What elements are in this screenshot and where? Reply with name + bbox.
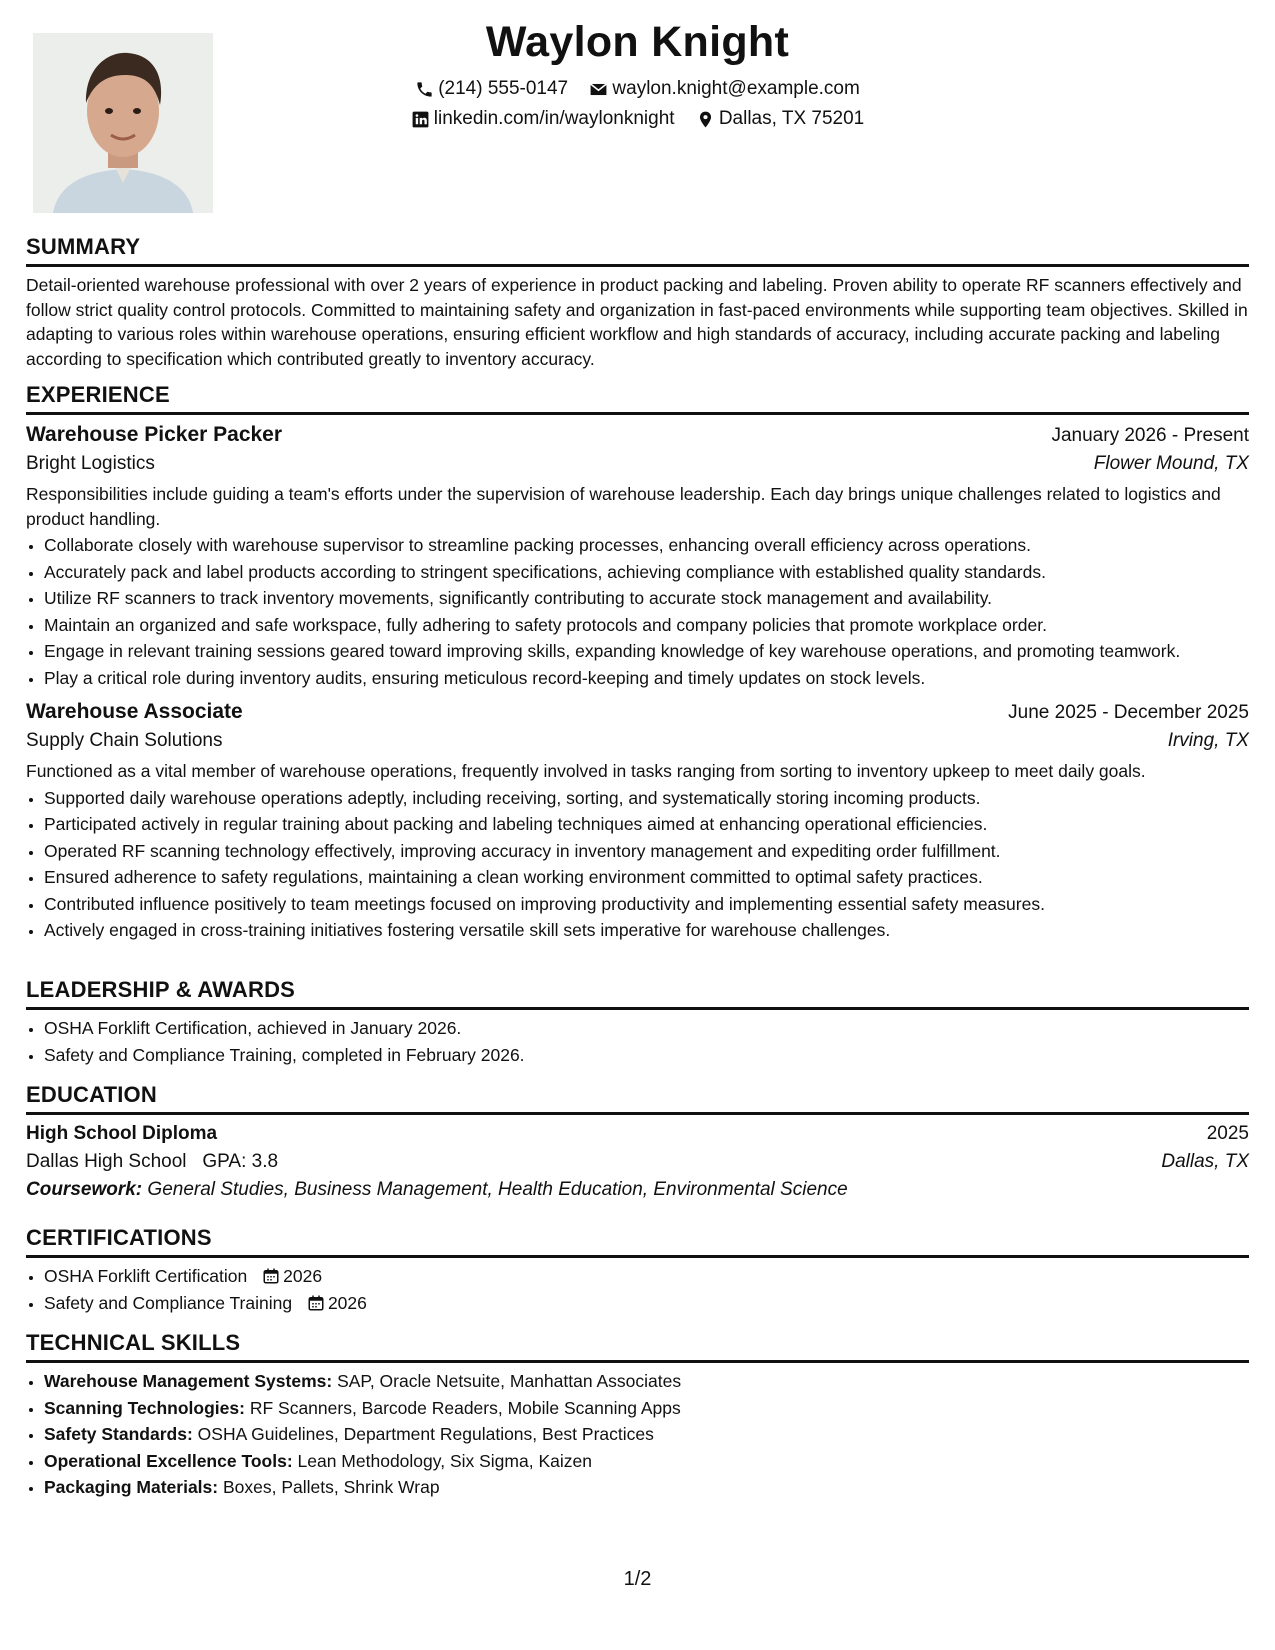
section-title: CERTIFICATIONS bbox=[26, 1225, 1249, 1258]
phone-icon bbox=[415, 80, 434, 99]
skill-label: Warehouse Management Systems: bbox=[44, 1371, 333, 1391]
list-item bbox=[44, 1422, 1249, 1447]
job-description: Responsibilities include guiding a team's efforts under the supervision of warehouse leadership. Each day brings unique challenges related to logistics and product handling. bbox=[26, 484, 1221, 529]
job-dates: January 2026 - Present bbox=[1051, 425, 1249, 446]
list-item: • Play a critical role during inventory audits, ensuring meticulous record-keeping and timely updates on stock levels. bbox=[44, 666, 1249, 691]
certification-name: Safety and Compliance Training bbox=[44, 1292, 293, 1313]
list-item: • Collaborate closely with warehouse supervisor to streamline packing processes, enhancing overall efficiency across operations. bbox=[44, 533, 1249, 558]
graduation-year: 2025 bbox=[1206, 1123, 1249, 1144]
list-item bbox=[44, 1396, 1249, 1421]
skill-label: Packaging Materials: bbox=[44, 1477, 219, 1497]
section-title: EDUCATION bbox=[26, 1082, 1249, 1115]
location-contact bbox=[696, 108, 864, 130]
list-item: • Maintain an organized and safe workspace, fully adhering to safety protocols and company policies that promote workplace order. bbox=[44, 613, 1249, 638]
phone-number: (214) 555-0147 bbox=[438, 78, 569, 99]
company-name: Bright Logistics bbox=[26, 453, 155, 474]
candidate-name: Waylon Knight bbox=[485, 18, 790, 66]
list-item: • Safety and Compliance Training, completed in February 2026. bbox=[44, 1043, 1249, 1068]
list-item bbox=[44, 1291, 1249, 1316]
certifications-list bbox=[26, 1264, 1249, 1315]
list-item bbox=[44, 1449, 1249, 1474]
certifications-section bbox=[26, 1225, 1249, 1317]
list-item: • OSHA Forklift Certification, achieved in January 2026. bbox=[44, 1016, 1249, 1041]
job-location: Irving, TX bbox=[1167, 730, 1249, 751]
linkedin-contact bbox=[411, 108, 675, 130]
skills-section bbox=[26, 1330, 1249, 1502]
skills-list bbox=[26, 1369, 1249, 1500]
calendar-icon bbox=[262, 1267, 280, 1285]
contact-row-2 bbox=[0, 108, 1275, 135]
list-item: • Participated actively in regular training about packing and labeling techniques aimed at enhancing operational efficiencies. bbox=[44, 812, 1249, 837]
job-title: Warehouse Picker Packer bbox=[26, 423, 283, 446]
job-bullets bbox=[26, 533, 1249, 690]
list-item bbox=[44, 1369, 1249, 1394]
list-item: • Accurately pack and label products according to stringent specifications, achieving compliance with established quality standards. bbox=[44, 560, 1249, 585]
certification-year: 2026 bbox=[283, 1266, 323, 1286]
list-item bbox=[44, 1475, 1249, 1500]
coursework-label: Coursework: bbox=[26, 1179, 143, 1200]
calendar-icon bbox=[307, 1294, 325, 1312]
list-item: • Utilize RF scanners to track inventory movements, significantly contributing to accurate stock management and availability. bbox=[44, 586, 1249, 611]
skill-value: Lean Methodology, Six Sigma, Kaizen bbox=[297, 1450, 592, 1471]
job-entry bbox=[26, 423, 1249, 690]
page-number: 1/2 bbox=[623, 1568, 652, 1590]
job-dates: June 2025 - December 2025 bbox=[1008, 702, 1249, 723]
experience-section bbox=[26, 382, 1249, 945]
skill-value: OSHA Guidelines, Department Regulations, Best Practices bbox=[197, 1424, 654, 1444]
job-entry bbox=[26, 700, 1249, 943]
list-item: • Ensured adherence to safety regulations, maintaining a clean working environment committed to optimal safety practices. bbox=[44, 865, 1249, 890]
summary-section bbox=[26, 234, 1249, 371]
list-item: • Actively engaged in cross-training initiatives fostering versatile skill sets imperative for warehouse challenges. bbox=[44, 918, 1249, 943]
list-item: • Engage in relevant training sessions geared toward improving skills, expanding knowledge of key warehouse operations, and promoting teamwork. bbox=[44, 639, 1249, 664]
skill-value: Boxes, Pallets, Shrink Wrap bbox=[222, 1477, 440, 1497]
section-title: EXPERIENCE bbox=[26, 382, 1249, 415]
section-title: TECHNICAL SKILLS bbox=[26, 1330, 1249, 1363]
skill-label: Scanning Technologies: bbox=[44, 1397, 245, 1418]
section-title: SUMMARY bbox=[26, 234, 1249, 267]
coursework-list: General Studies, Business Management, Health Education, Environmental Science bbox=[147, 1179, 848, 1200]
job-bullets bbox=[26, 786, 1249, 943]
email-contact bbox=[589, 78, 859, 100]
gpa: GPA: 3.8 bbox=[202, 1151, 279, 1172]
coursework bbox=[26, 1179, 1249, 1201]
skill-value: SAP, Oracle Netsuite, Manhattan Associates bbox=[337, 1371, 682, 1391]
list-item: • Operated RF scanning technology effectively, improving accuracy in inventory management and expediting order fulfillment. bbox=[44, 839, 1249, 864]
job-description: Functioned as a vital member of warehouse operations, frequently involved in tasks ranging from sorting to inventory upkeep to meet daily goals. bbox=[26, 761, 1146, 781]
degree: High School Diploma bbox=[26, 1123, 218, 1144]
job-location: Flower Mound, TX bbox=[1093, 453, 1249, 474]
summary-text: Detail-oriented warehouse professional with over 2 years of experience in product packing and labeling. Proven ability to operate RF scanners effectively and follow strict quality control protocols. Committed to maintaining safety and organization in fast-paced environments while supporting team objectives. Skilled in adapting to various roles within warehouse operations, ensuring efficient workflow and high standards of accuracy, including accurate packing and labeling according to specification which contributed greatly to inventory accuracy. bbox=[26, 275, 1248, 369]
skill-value: RF Scanners, Barcode Readers, Mobile Scanning Apps bbox=[249, 1397, 681, 1418]
list-item: • Contributed influence positively to team meetings focused on improving productivity and implementing essential safety measures. bbox=[44, 892, 1249, 917]
contact-row-1 bbox=[0, 78, 1275, 105]
location-text: Dallas, TX 75201 bbox=[718, 108, 865, 129]
leadership-section bbox=[26, 977, 1249, 1069]
linkedin-icon bbox=[411, 110, 430, 129]
certification-year: 2026 bbox=[327, 1292, 367, 1313]
linkedin-url[interactable]: linkedin.com/in/waylonknight bbox=[433, 108, 675, 129]
envelope-icon bbox=[589, 80, 608, 99]
certification-name: OSHA Forklift Certification bbox=[44, 1266, 248, 1286]
education-section bbox=[26, 1082, 1249, 1201]
section-title: LEADERSHIP & AWARDS bbox=[26, 977, 1249, 1010]
leadership-list bbox=[26, 1016, 1249, 1067]
phone-contact bbox=[415, 78, 568, 100]
list-item: • Supported daily warehouse operations adeptly, including receiving, sorting, and systematically storing incoming products. bbox=[44, 786, 1249, 811]
list-item bbox=[44, 1264, 1249, 1289]
email-address[interactable]: waylon.knight@example.com bbox=[612, 78, 860, 99]
school-name: Dallas High School bbox=[26, 1151, 187, 1172]
map-pin-icon bbox=[696, 110, 715, 129]
skill-label: Operational Excellence Tools: bbox=[44, 1450, 293, 1471]
skill-label: Safety Standards: bbox=[44, 1424, 193, 1444]
company-name: Supply Chain Solutions bbox=[26, 730, 223, 751]
school-location: Dallas, TX bbox=[1161, 1151, 1249, 1172]
job-title: Warehouse Associate bbox=[26, 700, 243, 723]
